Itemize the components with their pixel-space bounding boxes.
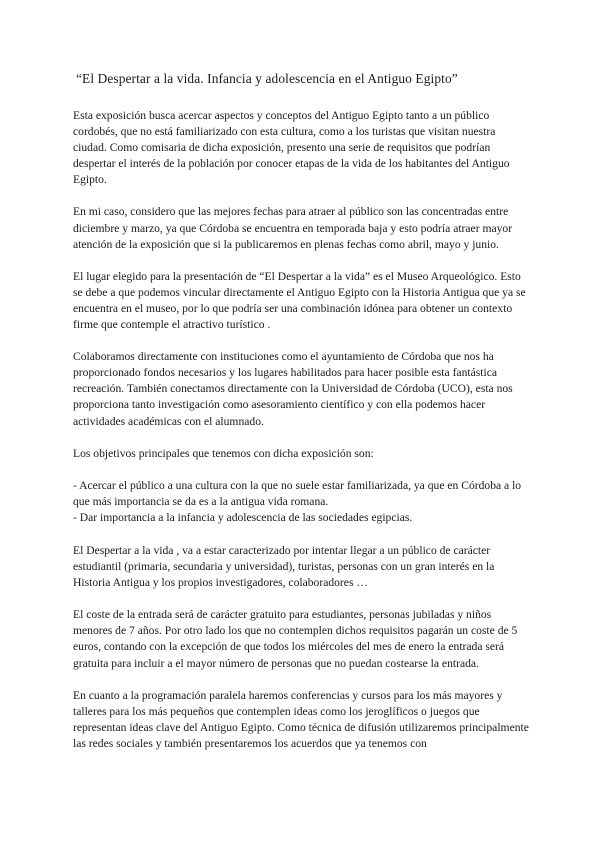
paragraph-collaborators: Colaboramos directamente con instituciones como el ayuntamiento de Córdoba que nos ha proporcionado fondos necesarios y los lugares habilitados para hacer posible esta fantástica recreación. También conectamos directamente con la Universidad de Córdoba (UCO), esta nos proporciona tanto investigación como asesoramiento científico y con ella podemos hacer actividades académicas con el alumnado.: [73, 350, 513, 428]
paragraph-pricing: El coste de la entrada será de carácter gratuito para estudiantes, personas jubiladas y niños menores de 7 años. Por otro lado los que no contemplen dichos requisitos pagarán un coste de 5 euros, contando con la excepción de que todos los miércoles del mes de enero la entrada será gratuita para incluir a el mayor número de personas que no puedan costearse la entrada.: [73, 608, 518, 670]
paragraph-programming: En cuanto a la programación paralela haremos conferencias y cursos para los más mayores y talleres para los más pequeños que contemplen ideas como los jeroglíficos o juegos que representan ideas clave del Antiguo Egipto. Como técnica de difusión utilizaremos principalmente las redes sociales y también presentaremos los acuerdos que ya tenemos con: [73, 688, 529, 750]
paragraph-dates: En mi caso, considero que las mejores fechas para atraer al público son las concentradas entre diciembre y marzo, ya que Córdoba se encuentra en temporada baja y esto podría atraer mayor atención de la exposición que si la publicaremos en plenas fechas como abril, mayo y junio.: [73, 205, 513, 251]
list-item: - Acercar el público a una cultura con la que no suele estar familiarizada, ya que en Córdoba a lo que más importancia se da es a la antigua vida romana.: [73, 478, 522, 508]
paragraph-audience: El Despertar a la vida , va a estar caracterizado por intentar llegar a un público de carácter estudiantil (primaria, secundaria y universidad), turistas, personas con un gran interés en la Historia Antigua y los propios investigadores, colaboradores …: [73, 543, 495, 590]
document-title: “El Despertar a la vida. Infancia y adolescencia en el Antiguo Egipto”: [76, 71, 458, 86]
paragraph-objectives-intro: Los objetivos principales que tenemos con dicha exposición son:: [73, 446, 374, 460]
document-body: [73, 108, 529, 752]
list-item: - Dar importancia a la infancia y adolescencia de las sociedades egipcias.: [73, 510, 413, 524]
paragraph-venue: El lugar elegido para la presentación de “El Despertar a la vida” es el Museo Arqueológico. Esto se debe a que podemos vincular directamente el Antiguo Egipto con la Historia Antigua que ya se encuentra en el museo, por lo que podría ser una combinación idónea para obtener un contexto firme que contemple el atractivo turístico .: [73, 269, 526, 332]
paragraph-purpose: Esta exposición busca acercar aspectos y conceptos del Antiguo Egipto tanto a un público cordobés, que no está familiarizado con esta cultura, como a los turistas que visitan nuestra ciudad. Como comisaria de dicha exposición, presento una serie de requisitos que podrían despertar el interés de la población por conocer etapas de la vida de los habitantes del Antiguo Egipto.: [73, 109, 510, 187]
